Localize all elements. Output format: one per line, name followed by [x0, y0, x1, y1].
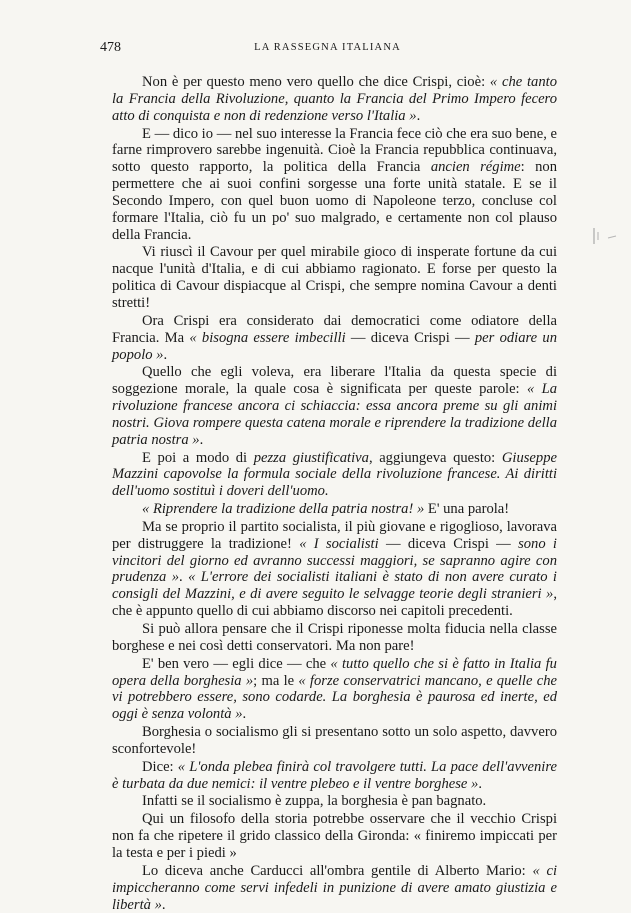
text-run: .	[161, 896, 166, 913]
running-title: LA RASSEGNA ITALIANA	[254, 42, 401, 53]
text-run: — diceva Crispi —	[378, 535, 519, 552]
italic-text-run: « ci impiccheranno come servi infedeli in punizione di avere amato giustizia e libertà »	[112, 862, 557, 913]
text-run: Infatti se il socialismo è zuppa, la borghesia è pan bagnato.	[142, 793, 487, 810]
italic-text-run: Giuseppe Mazzini capovolse la formula sociale della rivoluzione francese. Ai diritti dell'uomo sostituì i doveri dell'uomo.	[112, 449, 557, 500]
paragraph	[112, 364, 557, 448]
paragraph	[112, 244, 557, 311]
text-run: .	[179, 569, 189, 586]
paragraph	[112, 863, 557, 913]
page-header	[100, 40, 555, 58]
text-run: Borghesia o socialismo gli si presentano sotto un solo aspetto, davvero sconfortevole!	[112, 724, 557, 757]
text-run: .	[199, 431, 204, 448]
italic-text-run: « che tanto la Francia della Rivoluzione, quanto la Francia del Primo Impero fecero atto di conquista e non di redenzione verso l'Italia »	[112, 74, 557, 124]
text-run: , che è appunto quello di cui abbiamo discorso nei capitoli precedenti.	[112, 586, 557, 620]
text-run: ; ma le	[253, 672, 299, 689]
text-run: E — dico io — nel suo interesse la Francia fece ciò che era suo bene, e farne rimprovero sarebbe ingenuità. Cioè la Francia repubblica continuava, sotto questo rapporto, la politica della Francia	[112, 125, 557, 176]
text-run: Qui un filosofo della storia potrebbe osservare che il vecchio Crispi non fa che ripetere il grido classico della Gironda: « finiremo impiccati per la testa e per i piedi »	[112, 811, 557, 861]
italic-text-run: per odiare un popolo »	[112, 329, 557, 363]
text-run: .	[416, 107, 421, 124]
paragraph	[112, 656, 557, 723]
body-text	[112, 74, 557, 913]
italic-text-run: « tutto quello che si è fatto in Italia fu opera della borghesia »	[112, 655, 557, 689]
italic-text-run: « L'errore dei socialisti italiani è stato di non avere curato i consigli del Mazzini, e di avere seguito le selvagge teorie degli stranieri »	[112, 569, 557, 603]
text-run: .	[163, 346, 168, 363]
italic-text-run: « L'onda plebea finirà col travolgere tutti. La pace dell'avvenire è turbata da due nemici: il ventre plebeo e il ventre borghese »	[112, 758, 557, 792]
text-run: Ora Crispi era considerato dai democratici come odiatore della Francia. Ma	[112, 312, 557, 346]
paragraph	[112, 811, 557, 862]
page-number: 478	[100, 40, 121, 55]
paragraph	[112, 501, 557, 518]
paragraph	[112, 793, 557, 810]
italic-text-run: « Riprendere la tradizione della patria nostra! »	[142, 501, 425, 518]
italic-text-run: pezza giustificativa	[253, 449, 369, 466]
paragraph	[112, 621, 557, 655]
text-run: E' ben vero — egli dice — che	[142, 655, 331, 672]
italic-text-run: « bisogna essere imbecilli	[189, 329, 346, 346]
text-run: E poi a modo di	[142, 449, 254, 466]
paragraph	[112, 74, 557, 125]
paragraph	[112, 126, 557, 244]
paragraph	[112, 519, 557, 620]
text-run: Ma se proprio il partito socialista, il più giovane e rigoglioso, lavorava per distruggere la tradizione!	[112, 518, 557, 552]
italic-text-run: ancien régime	[430, 159, 521, 176]
paragraph	[112, 724, 557, 758]
text-run: E' una parola!	[424, 501, 510, 518]
text-run: — diceva Crispi —	[345, 329, 475, 346]
text-run: Dice:	[142, 758, 178, 775]
text-run: Si può allora pensare che il Crispi riponesse molta fiducia nella classe borghese e nei così detti conservatori. Ma non pare!	[112, 621, 557, 654]
paragraph	[112, 759, 557, 793]
italic-text-run: « forze conservatrici mancano, e quelle che vi potrebbero essere, sono codarde. La borghesia è paurosa ed inerte, ed oggi è senza volontà »	[112, 672, 557, 723]
margin-pencil-mark	[590, 226, 620, 248]
italic-text-run: « I socialisti	[299, 535, 379, 552]
text-run: , aggiungeva questo:	[368, 449, 502, 466]
italic-text-run: « La rivoluzione francese ancora ci schiaccia: essa ancora preme su gli animi nostri. Giova rompere questa catena morale e riprendere la tradizione della patria nostra »	[112, 381, 558, 448]
text-run: Lo diceva anche Carducci all'ombra gentile di Alberto Mario:	[142, 862, 533, 879]
text-run: Non è per questo meno vero quello che dice Crispi, cioè:	[142, 74, 490, 90]
paragraph	[112, 313, 557, 364]
text-run: Vi riuscì il Cavour per quel mirabile gioco di insperate fortune da cui nacque l'unità d'Italia, e di cui abbiamo ragionato. E forse per questo la politica di Cavour dispiacque al Crispi, che sempre nomina Cavour a denti stretti!	[112, 244, 557, 311]
text-run: .	[478, 775, 483, 792]
text-run: Quello che egli voleva, era liberare l'Italia da questa specie di soggezione morale, la quale cosa è significata per queste parole:	[112, 364, 557, 398]
italic-text-run: sono i vincitori del giorno ed avranno successi maggiori, se sapranno agire con prudenza »	[112, 535, 557, 586]
paragraph	[112, 450, 557, 501]
text-run: : non permettere che ai suoi confini sorgesse una forte unità statale. E se il Secondo Impero, con quel buon uomo di Napoleone terzo, concluse col formare l'Italia, ciò fu un po' suo malgrado, e certamente non col plauso della Francia.	[112, 159, 558, 243]
text-run: .	[242, 706, 247, 723]
